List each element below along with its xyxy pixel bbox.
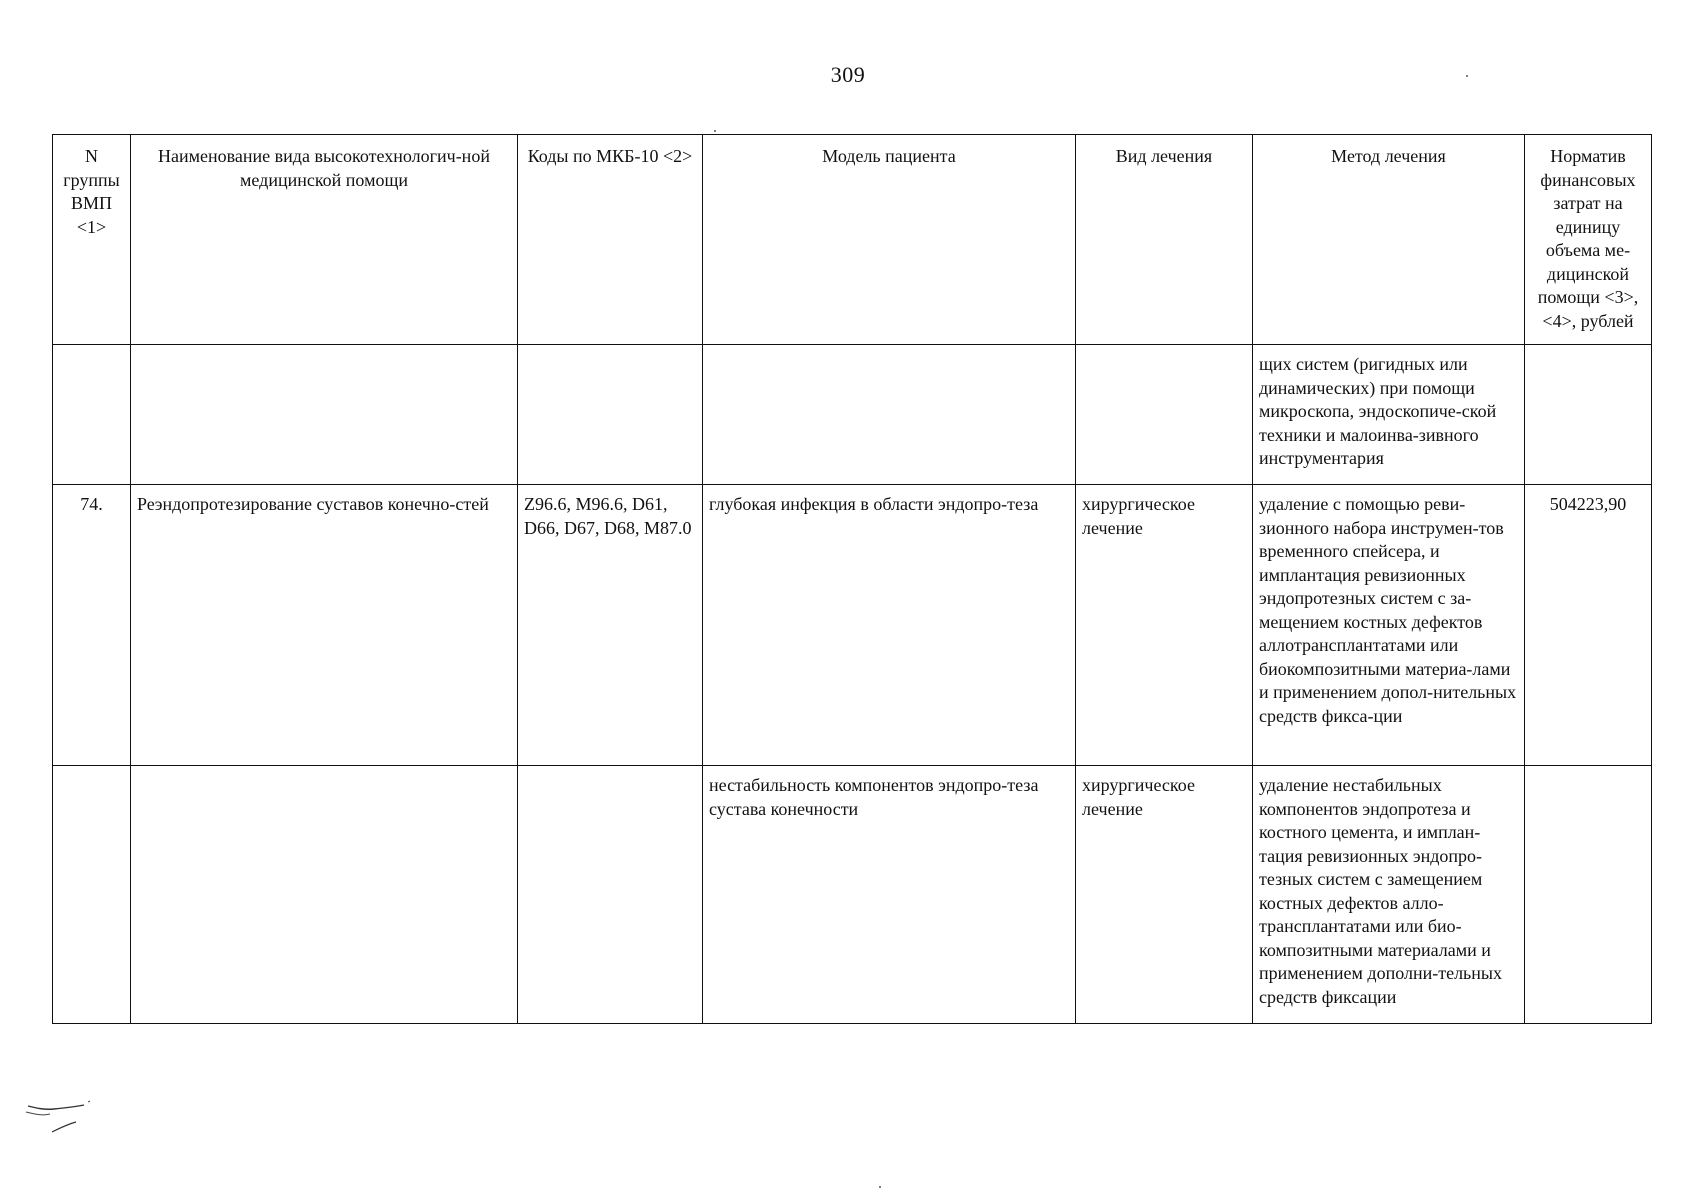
cell-vmp-name: Реэндопротезирование суставов конечно-стей bbox=[131, 485, 518, 766]
header-treatment-method: Метод лечения bbox=[1253, 135, 1525, 345]
cell-treatment-method: удаление нестабильных компонентов эндопротеза и костного цемента, и имплан-тация ревизионных эндопро-тезных систем с замещением костных дефектов алло-трансплантатами или био-композитными материалами и применением дополни-тельных средств фиксации bbox=[1253, 766, 1525, 1024]
cell-treatment-method: щих систем (ригидных или динамических) при помощи микроскопа, эндоскопиче-ской техники и малоинва-зивного инструментария bbox=[1253, 345, 1525, 485]
cell-treatment-method: удаление с помощью реви-зионного набора инструмен-тов временного спейсера, и имплантация ревизионных эндопротезных систем с за-мещением костных дефектов аллотрансплантатами или биокомпозитными материа-лами и применением допол-нительных средств фикса-ции bbox=[1253, 485, 1525, 766]
cell-treatment-type bbox=[1076, 345, 1253, 485]
header-vmp-name: Наименование вида высокотехнологич-ной медицинской помощи bbox=[131, 135, 518, 345]
cell-vmp-name bbox=[131, 766, 518, 1024]
cell-icd-codes bbox=[518, 766, 703, 1024]
pen-mark bbox=[24, 1098, 94, 1138]
cell-cost-norm: 504223,90 bbox=[1525, 485, 1652, 766]
scan-speck bbox=[714, 130, 716, 132]
cell-patient-model bbox=[703, 345, 1076, 485]
table-header-row bbox=[53, 135, 1652, 345]
header-treatment-type: Вид лечения bbox=[1076, 135, 1253, 345]
cell-cost-norm bbox=[1525, 345, 1652, 485]
vmp-table bbox=[52, 134, 1652, 1024]
cell-icd-codes bbox=[518, 345, 703, 485]
header-cost-norm: Норматив финансовых затрат на единицу объема ме-дицинской помощи <3>, <4>, рублей bbox=[1525, 135, 1652, 345]
table-row bbox=[53, 766, 1652, 1024]
header-patient-model: Модель пациента bbox=[703, 135, 1076, 345]
table-row bbox=[53, 485, 1652, 766]
cell-cost-norm bbox=[1525, 766, 1652, 1024]
cell-icd-codes: Z96.6, M96.6, D61, D66, D67, D68, M87.0 bbox=[518, 485, 703, 766]
cell-treatment-type: хирургическое лечение bbox=[1076, 766, 1253, 1024]
cell-group-number: 74. bbox=[53, 485, 131, 766]
scan-speck bbox=[879, 1186, 881, 1188]
cell-patient-model: глубокая инфекция в области эндопро-теза bbox=[703, 485, 1076, 766]
cell-group-number bbox=[53, 766, 131, 1024]
scan-speck bbox=[1466, 75, 1468, 77]
cell-vmp-name bbox=[131, 345, 518, 485]
table-row bbox=[53, 345, 1652, 485]
header-group-number: N группы ВМП <1> bbox=[53, 135, 131, 345]
cell-treatment-type: хирургическое лечение bbox=[1076, 485, 1253, 766]
cell-patient-model: нестабильность компонентов эндопро-теза сустава конечности bbox=[703, 766, 1076, 1024]
page-number: 309 bbox=[830, 62, 866, 87]
cell-group-number bbox=[53, 345, 131, 485]
header-icd-codes: Коды по МКБ-10 <2> bbox=[518, 135, 703, 345]
